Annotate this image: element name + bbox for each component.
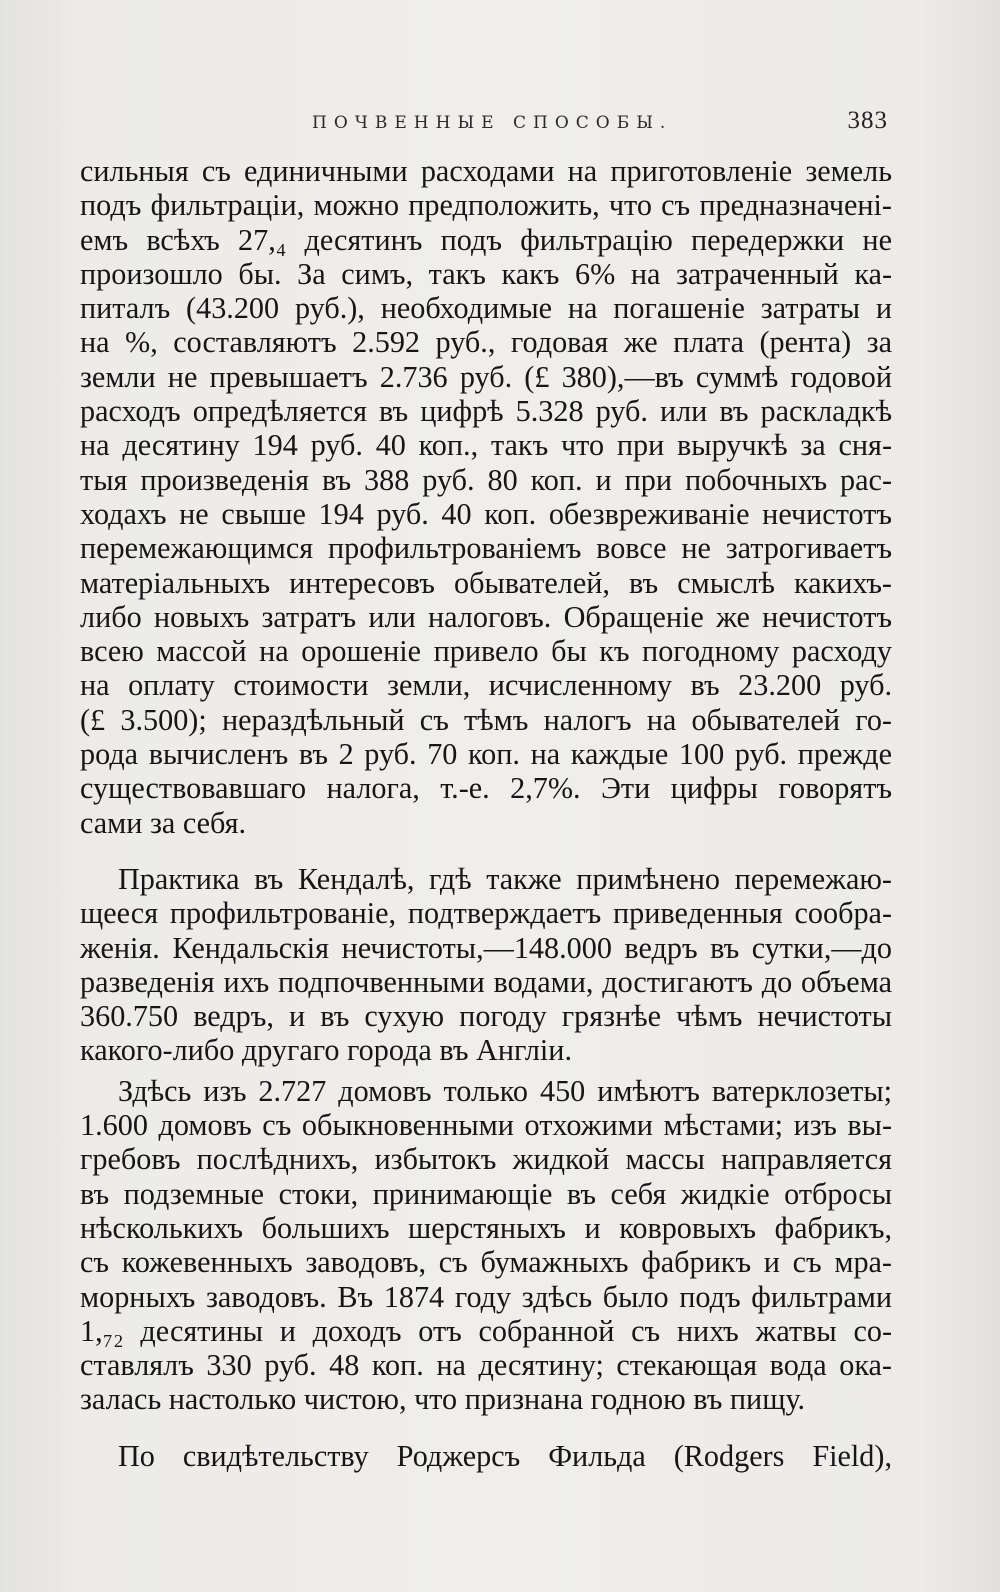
- text-line: всею массой на орошеніе привело бы къ погодному расходу: [80, 634, 892, 669]
- text-line: 1.600 домовъ съ обыкновенными отхожими мѣстами; изъ вы-: [80, 1108, 892, 1143]
- text-line: на %, составляютъ 2.592 руб., годовая же плата (рента) за: [80, 325, 892, 360]
- text-line: емъ всѣхъ 27,₄ десятинъ подъ фильтрацію передержки не: [80, 222, 892, 257]
- text-line: тыя произведенія въ 388 руб. 80 коп. и при побочныхъ рас-: [80, 462, 892, 497]
- text-line: питалъ (43.200 руб.), необходимые на погашеніе затраты и: [80, 291, 892, 326]
- text-line: матеріальныхъ интересовъ обывателей, въ смыслѣ какихъ-: [80, 565, 892, 600]
- body-text: [80, 154, 892, 1473]
- text-line: на оплату стоимости земли, исчисленному въ 23.200 руб.: [80, 668, 892, 703]
- text-line: подъ фильтраціи, можно предположить, что съ предназначені-: [80, 188, 892, 223]
- text-line: рода вычисленъ въ 2 руб. 70 коп. на каждые 100 руб. прежде: [80, 737, 892, 772]
- text-line: существовавшаго налога, т.-е. 2,7%. Эти цифры говорятъ: [80, 771, 892, 806]
- text-line: произошло бы. За симъ, такъ какъ 6% на затраченный ка-: [80, 256, 892, 291]
- paragraph-1: [80, 154, 892, 840]
- text-line: расходъ опредѣляется въ цифрѣ 5.328 руб. или въ раскладкѣ: [80, 394, 892, 429]
- text-line: По свидѣтельству Роджерсъ Фильда (Rodgers Field),: [118, 1438, 892, 1473]
- text-line: ставлялъ 330 руб. 48 коп. на десятину; стекающая вода ока-: [80, 1348, 892, 1383]
- text-line: залась настолько чистою, что признана годною въ пищу.: [80, 1382, 806, 1417]
- text-line: земли не превышаетъ 2.736 руб. (£ 380),—въ суммѣ годовой: [80, 359, 892, 394]
- text-line: съ кожевенныхъ заводовъ, съ бумажныхъ фабрикъ и съ мра-: [80, 1245, 892, 1280]
- text-line: перемежающимся профильтрованіемъ вовсе не затрогиваетъ: [80, 531, 892, 566]
- page-number: 383: [847, 107, 888, 134]
- text-line: Практика въ Кендалѣ, гдѣ также примѣнено перемежаю-: [118, 861, 892, 896]
- text-line: либо новыхъ затратъ или налоговъ. Обращеніе же нечистотъ: [80, 599, 892, 634]
- paragraph-2: [80, 862, 892, 1068]
- paragraph-3: [80, 1074, 892, 1417]
- page-header: [0, 107, 1000, 139]
- text-line: (£ 3.500); нераздѣльный съ тѣмъ налогъ на обывателей го-: [80, 702, 892, 737]
- text-line: ходахъ не свыше 194 руб. 40 коп. обезвреживаніе нечистотъ: [80, 496, 892, 531]
- text-line: Здѣсь изъ 2.727 домовъ только 450 имѣютъ ватерклозеты;: [118, 1073, 892, 1108]
- text-line: нѣсколькихъ большихъ шерстяныхъ и ковровыхъ фабрикъ,: [80, 1210, 892, 1245]
- text-line: морныхъ заводовъ. Въ 1874 году здѣсь было подъ фильтрами: [80, 1279, 892, 1314]
- text-line: щееся профильтрованіе, подтверждаетъ приведенныя сообра-: [80, 896, 892, 931]
- running-title: ПОЧВЕННЫЕ СПОСОБЫ.: [312, 113, 673, 133]
- text-line: въ подземные стоки, принимающіе въ себя жидкіе отбросы: [80, 1176, 892, 1211]
- paragraph-4: [80, 1439, 892, 1473]
- text-line: 1,₇₂ десятины и доходъ отъ собранной съ нихъ жатвы со-: [80, 1313, 892, 1348]
- text-line: 360.750 ведръ, и въ сухую погоду грязнѣе чѣмъ нечистоты: [80, 999, 892, 1034]
- text-line: какого-либо другаго города въ Англіи.: [80, 1033, 572, 1068]
- text-line: сильныя съ единичными расходами на приготовленіе земель: [80, 154, 892, 188]
- text-line: сами за себя.: [80, 805, 247, 840]
- text-line: женія. Кендальскія нечистоты,—148.000 ведръ въ сутки,—до: [80, 930, 892, 965]
- text-line: разведенія ихъ подпочвенными водами, достигаютъ до объема: [80, 964, 892, 999]
- text-line: гребовъ послѣднихъ, избытокъ жидкой массы направляется: [80, 1142, 892, 1177]
- text-line: на десятину 194 руб. 40 коп., такъ что при выручкѣ за сня-: [80, 428, 892, 463]
